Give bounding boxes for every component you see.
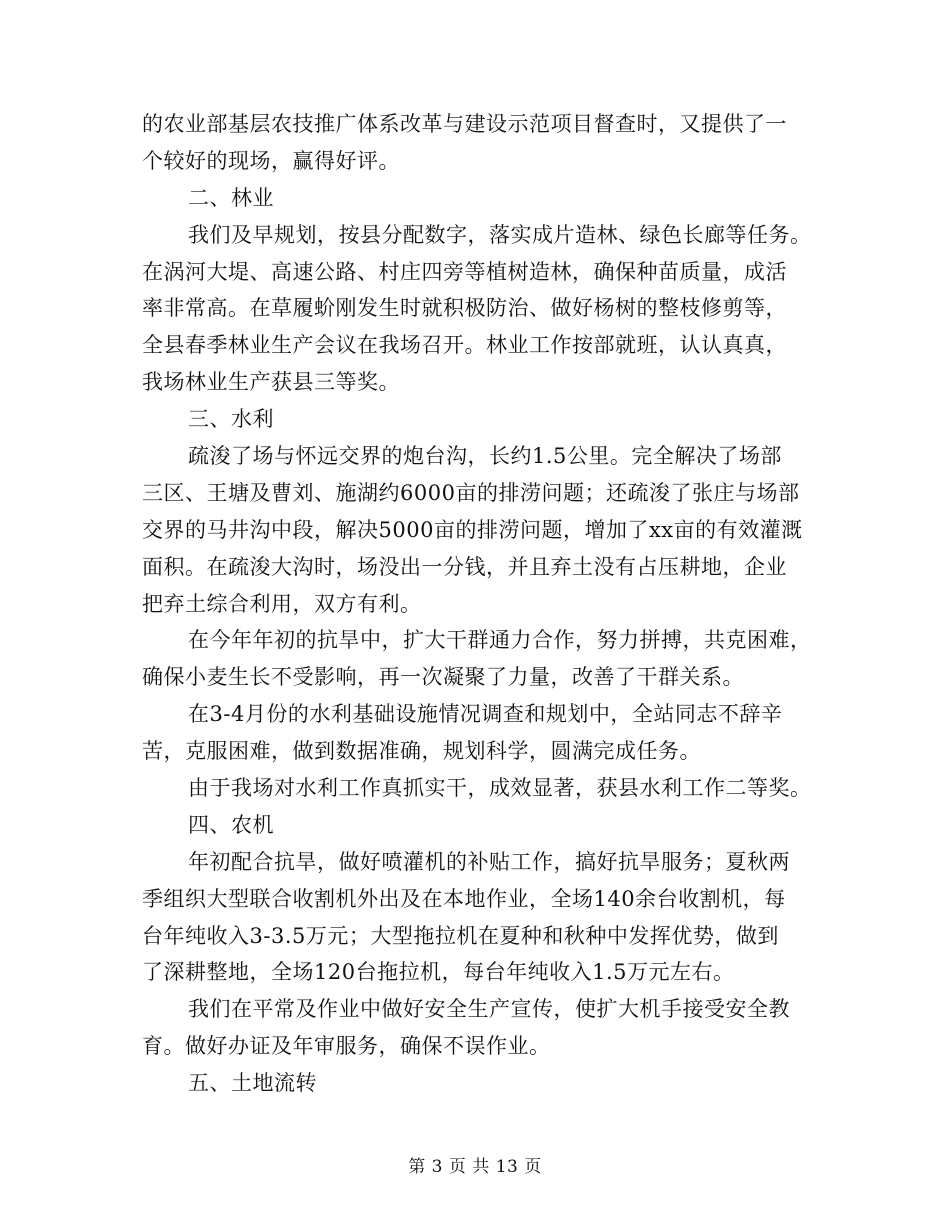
paragraph-line: 在今年年初的抗旱中，扩大干群通力合作，努力拼搏，共克困难， bbox=[188, 628, 812, 653]
paragraph-line: 由于我场对水利工作真抓实干，成效显著，获县水利工作二等奖。 bbox=[188, 776, 812, 801]
paragraph-line: 面积。在疏浚大沟时，场没出一分钱，并且弃土没有占压耕地，企业 bbox=[142, 554, 787, 579]
paragraph-line: 疏浚了场与怀远交界的炮台沟，长约1.5公里。完全解决了场部 bbox=[188, 444, 782, 469]
paragraph-line: 年初配合抗旱，做好喷灌机的补贴工作，搞好抗旱服务；夏秋两 bbox=[188, 849, 790, 874]
paragraph-line: 苦，克服困难，做到数据准确，规划科学，圆满完成任务。 bbox=[142, 739, 701, 764]
paragraph-line: 在涡河大堤、高速公路、村庄四旁等植树造林，确保种苗质量，成活 bbox=[142, 259, 787, 284]
paragraph-line: 了深耕整地，全场120台拖拉机，每台年纯收入1.5万元左右。 bbox=[142, 960, 735, 985]
section-heading-water: 三、水利 bbox=[188, 407, 274, 432]
document-body bbox=[142, 106, 822, 1102]
paragraph-line: 交界的马井沟中段，解决5000亩的排涝问题，增加了xx亩的有效灌溉 bbox=[142, 517, 803, 542]
paragraph-line: 台年纯收入3-3.5万元；大型拖拉机在夏种和秋种中发挥优势，做到 bbox=[142, 923, 779, 948]
paragraph-line: 季组织大型联合收割机外出及在本地作业，全场140余台收割机，每 bbox=[142, 886, 786, 911]
paragraph-line: 三区、王塘及曹刘、施湖约6000亩的排涝问题；还疏浚了张庄与场部 bbox=[142, 480, 800, 505]
paragraph-line: 我场林业生产获县三等奖。 bbox=[142, 370, 400, 395]
paragraph-line: 的农业部基层农技推广体系改革与建设示范项目督查时，又提供了一 bbox=[142, 112, 787, 136]
paragraph-line: 率非常高。在草履蚧刚发生时就积极防治、做好杨树的整枝修剪等， bbox=[142, 296, 787, 321]
paragraph-line: 我们及早规划，按县分配数字，落实成片造林、绿色长廊等任务。 bbox=[188, 222, 812, 247]
page-footer: 第 3 页 共 13 页 bbox=[408, 1157, 542, 1177]
paragraph-line: 个较好的现场，赢得好评。 bbox=[142, 148, 400, 173]
paragraph-line: 全县春季林业生产会议在我场召开。林业工作按部就班，认认真真， bbox=[142, 333, 787, 358]
section-heading-machinery: 四、农机 bbox=[188, 812, 274, 837]
paragraph-line: 育。做好办证及年审服务，确保不误作业。 bbox=[142, 1034, 551, 1059]
paragraph-line: 把弃土综合利用，双方有利。 bbox=[142, 591, 422, 616]
section-heading-forestry: 二、林业 bbox=[188, 185, 274, 210]
paragraph-line: 在3-4月份的水利基础设施情况调查和规划中，全站同志不辞辛 bbox=[188, 702, 783, 727]
paragraph-line: 我们在平常及作业中做好安全生产宣传，使扩大机手接受安全教 bbox=[188, 997, 790, 1022]
paragraph-line: 确保小麦生长不受影响，再一次凝聚了力量，改善了干群关系。 bbox=[142, 665, 744, 690]
section-heading-land-transfer: 五、土地流转 bbox=[188, 1071, 317, 1096]
